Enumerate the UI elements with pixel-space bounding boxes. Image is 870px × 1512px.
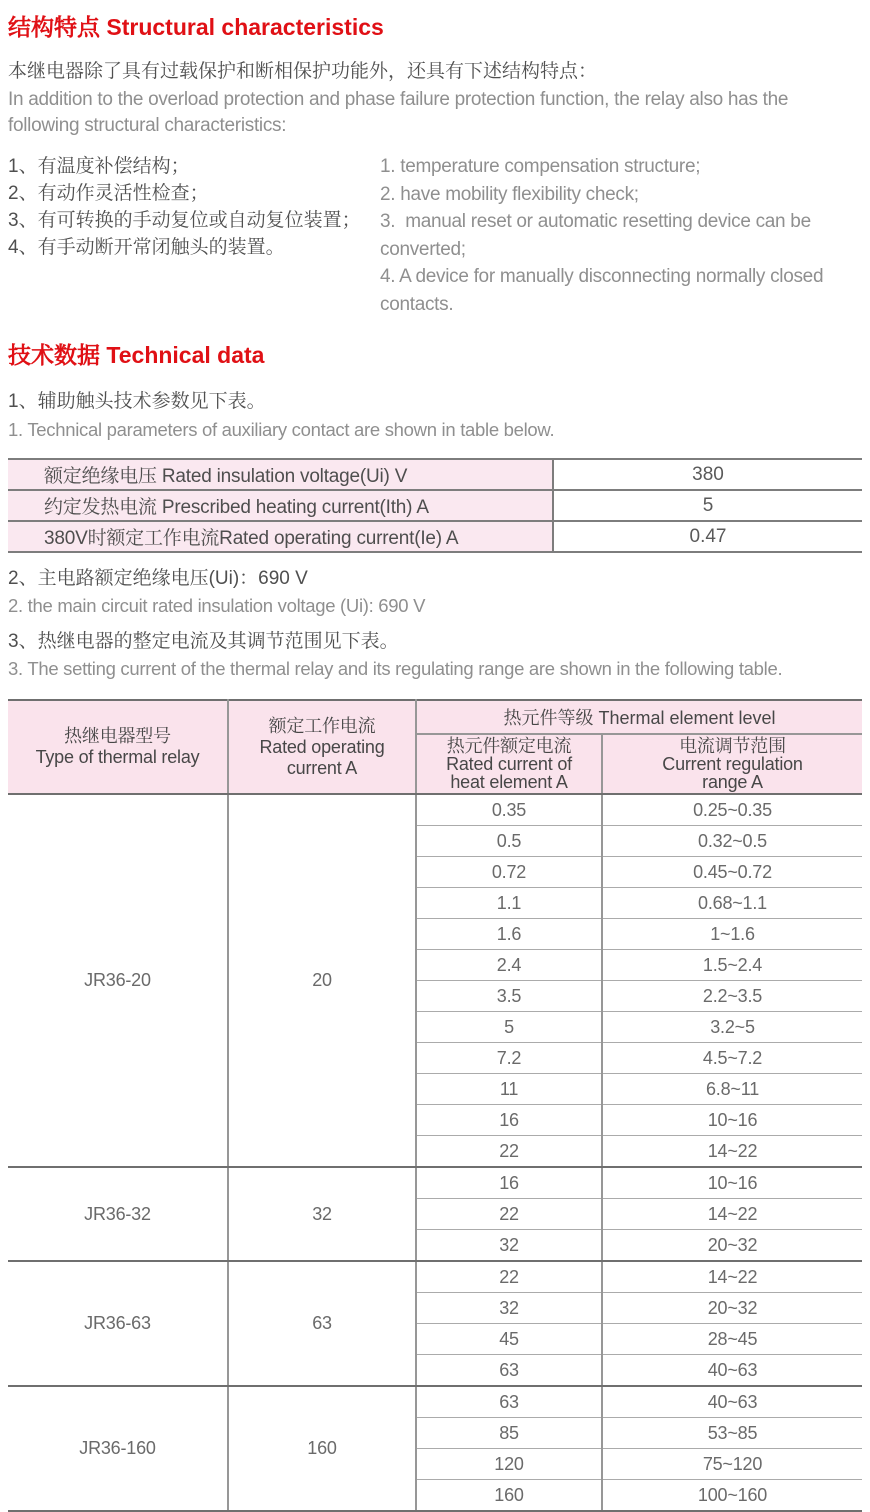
col-current-regulation-header	[602, 734, 862, 794]
thermal-element-level-header: 热元件等级 Thermal element level	[416, 700, 862, 734]
aux-param-label: 约定发热电流 Prescribed heating current(Ith) A	[8, 490, 553, 521]
current-regulation-range-cell: 2.2~3.5	[602, 981, 862, 1012]
current-regulation-range-cell: 10~16	[602, 1105, 862, 1136]
setting-current-table	[8, 699, 862, 1512]
aux-table-row	[8, 521, 862, 552]
aux-table-row	[8, 490, 862, 521]
col-rated-header-en1: Rated operating	[259, 736, 385, 757]
relay-type-cell: JR36-63	[8, 1261, 228, 1386]
setting-current-row	[8, 1261, 862, 1293]
current-regulation-range-cell: 1.5~2.4	[602, 950, 862, 981]
heat-element-current-cell: 85	[416, 1418, 602, 1449]
current-regulation-range-cell: 10~16	[602, 1167, 862, 1199]
aux-param-value: 0.47	[553, 521, 862, 552]
aux-table-row	[8, 459, 862, 490]
note1-en: 1. Technical parameters of auxiliary contact are shown in table below.	[8, 419, 555, 440]
aux-param-value: 5	[553, 490, 862, 521]
feature-item-en: 3. manual reset or automatic resetting device can be converted;	[380, 211, 816, 260]
feature-item-en: 2. have mobility flexibility check;	[380, 183, 639, 205]
heat-element-current-cell: 32	[416, 1230, 602, 1262]
heat-element-current-cell: 32	[416, 1293, 602, 1324]
sub1-zh: 热元件额定电流	[446, 736, 572, 756]
feature-item-en: 4. A device for manually disconnecting normally closed contacts.	[380, 266, 829, 315]
setting-current-row	[8, 794, 862, 826]
aux-param-value: 380	[553, 459, 862, 490]
current-regulation-range-cell: 100~160	[602, 1480, 862, 1512]
note2-zh: 2、主电路额定绝缘电压(Ui)：690 V	[8, 568, 308, 589]
heat-element-current-cell: 160	[416, 1480, 602, 1512]
structural-intro-en: In addition to the overload protection and phase failure protection function, the relay also has the following structural characteristics:	[8, 89, 789, 136]
feature-item-zh: 2、有动作灵活性检查；	[8, 183, 209, 204]
aux-param-label: 380V时额定工作电流Rated operating current(Ie) A	[8, 521, 553, 552]
current-regulation-range-cell: 6.8~11	[602, 1074, 862, 1105]
note3-zh: 3、热继电器的整定电流及其调节范围见下表。	[8, 631, 399, 652]
feature-list-zh	[8, 153, 380, 318]
setting-current-row	[8, 1386, 862, 1418]
note1-zh: 1、辅助触头技术参数见下表。	[8, 391, 266, 412]
rated-operating-current-cell: 160	[228, 1386, 416, 1511]
col-rated-header-zh: 额定工作电流	[268, 715, 376, 736]
current-regulation-range-cell: 20~32	[602, 1230, 862, 1262]
heat-element-current-cell: 5	[416, 1012, 602, 1043]
heat-element-current-cell: 1.6	[416, 919, 602, 950]
relay-type-cell: JR36-32	[8, 1167, 228, 1261]
setting-current-row	[8, 1167, 862, 1199]
current-regulation-range-cell: 14~22	[602, 1199, 862, 1230]
relay-type-cell: JR36-20	[8, 794, 228, 1167]
sub2-en2: range A	[702, 772, 763, 792]
note2-en: 2. the main circuit rated insulation voltage (Ui): 690 V	[8, 595, 426, 616]
sub2-zh: 电流调节范围	[679, 736, 786, 756]
col-rated-header-en2: current A	[286, 757, 358, 778]
feature-lists	[8, 153, 862, 318]
col-rated-current-header	[228, 700, 416, 794]
heat-element-current-cell: 11	[416, 1074, 602, 1105]
aux-contact-table	[8, 458, 862, 553]
note3-en: 3. The setting current of the thermal relay and its regulating range are shown in the following table.	[8, 658, 783, 679]
heat-element-current-cell: 1.1	[416, 888, 602, 919]
heat-element-current-cell: 2.4	[416, 950, 602, 981]
heat-element-current-cell: 0.5	[416, 826, 602, 857]
current-regulation-range-cell: 14~22	[602, 1261, 862, 1293]
heat-element-current-cell: 16	[416, 1167, 602, 1199]
heat-element-current-cell: 0.72	[416, 857, 602, 888]
heat-element-current-cell: 7.2	[416, 1043, 602, 1074]
current-regulation-range-cell: 53~85	[602, 1418, 862, 1449]
current-regulation-range-cell: 0.32~0.5	[602, 826, 862, 857]
heat-element-current-cell: 22	[416, 1199, 602, 1230]
heat-element-current-cell: 3.5	[416, 981, 602, 1012]
structural-intro-zh: 本继电器除了具有过载保护和断相保护功能外，还具有下述结构特点：	[8, 61, 598, 82]
current-regulation-range-cell: 28~45	[602, 1324, 862, 1355]
col-type-header-zh: 热继电器型号	[64, 726, 171, 746]
col-type-header-en: Type of thermal relay	[35, 747, 200, 767]
feature-item-zh: 4、有手动断开常闭触头的装置。	[8, 237, 285, 258]
sub2-en1: Current regulation	[662, 754, 803, 774]
rated-operating-current-cell: 63	[228, 1261, 416, 1386]
heat-element-current-cell: 16	[416, 1105, 602, 1136]
current-regulation-range-cell: 40~63	[602, 1386, 862, 1418]
feature-item-en: 1. temperature compensation structure;	[380, 156, 701, 177]
rated-operating-current-cell: 20	[228, 794, 416, 1167]
technical-section-title: 技术数据 Technical data	[8, 342, 265, 368]
aux-param-label: 额定绝缘电压 Rated insulation voltage(Ui) V	[8, 459, 553, 490]
heat-element-current-cell: 45	[416, 1324, 602, 1355]
current-regulation-range-cell: 0.25~0.35	[602, 794, 862, 826]
current-regulation-range-cell: 1~1.6	[602, 919, 862, 950]
feature-item-zh: 1、有温度补偿结构；	[8, 156, 190, 177]
main-table-header-row-1	[8, 700, 862, 734]
heat-element-current-cell: 22	[416, 1136, 602, 1168]
sub1-en1: Rated current of	[446, 754, 572, 774]
current-regulation-range-cell: 4.5~7.2	[602, 1043, 862, 1074]
heat-element-current-cell: 22	[416, 1261, 602, 1293]
feature-item-zh: 3、有可转换的手动复位或自动复位装置；	[8, 210, 361, 231]
relay-type-cell: JR36-160	[8, 1386, 228, 1511]
rated-operating-current-cell: 32	[228, 1167, 416, 1261]
current-regulation-range-cell: 0.45~0.72	[602, 857, 862, 888]
current-regulation-range-cell: 20~32	[602, 1293, 862, 1324]
heat-element-current-cell: 0.35	[416, 794, 602, 826]
col-type-header	[8, 700, 228, 794]
current-regulation-range-cell: 0.68~1.1	[602, 888, 862, 919]
structural-section-title: 结构特点 Structural characteristics	[8, 14, 384, 40]
heat-element-current-cell: 63	[416, 1355, 602, 1387]
col-heat-element-current-header	[416, 734, 602, 794]
current-regulation-range-cell: 40~63	[602, 1355, 862, 1387]
current-regulation-range-cell: 14~22	[602, 1136, 862, 1168]
current-regulation-range-cell: 3.2~5	[602, 1012, 862, 1043]
sub1-en2: heat element A	[450, 772, 568, 792]
feature-list-en	[380, 153, 862, 318]
heat-element-current-cell: 63	[416, 1386, 602, 1418]
heat-element-current-cell: 120	[416, 1449, 602, 1480]
current-regulation-range-cell: 75~120	[602, 1449, 862, 1480]
